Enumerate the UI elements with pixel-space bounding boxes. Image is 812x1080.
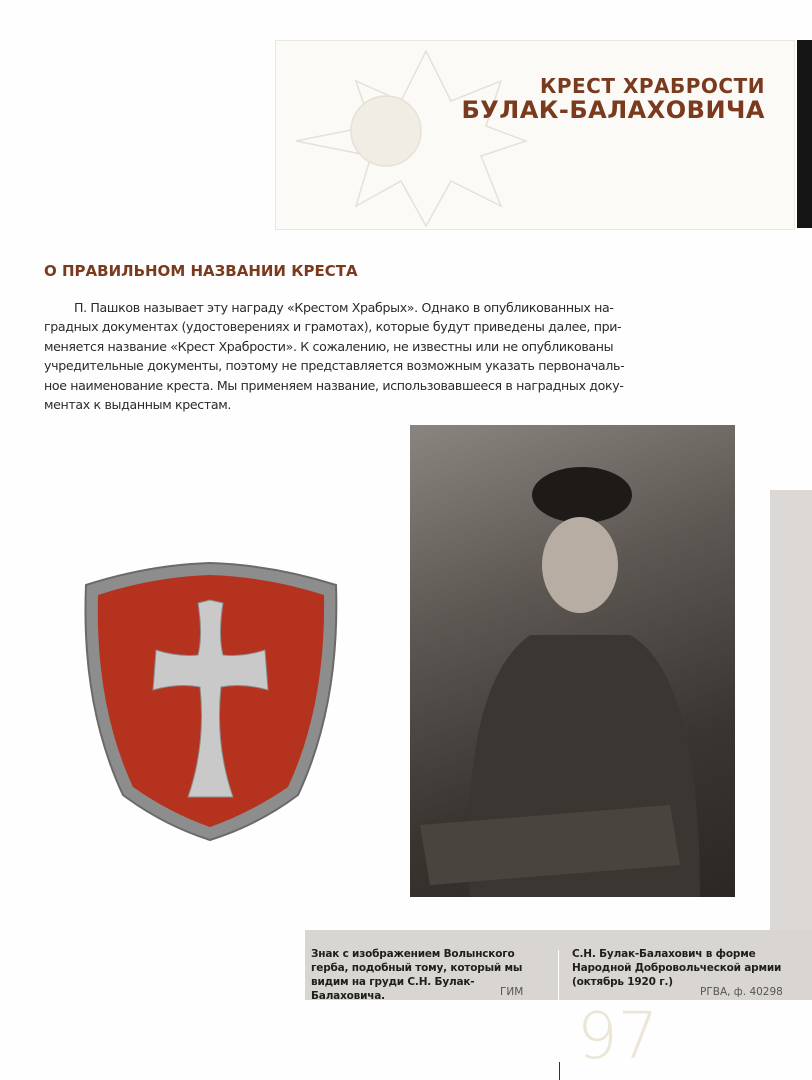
shield-badge-image — [78, 555, 343, 845]
page-title-line2: БУЛАК-БАЛАХОВИЧА — [461, 96, 765, 124]
caption-source-badge: ГИМ — [500, 986, 524, 998]
text-line: П. Пашков называет эту награду «Крестом Храбрых». Однако в опубликованных на- — [74, 300, 614, 315]
body-text — [44, 298, 644, 414]
caption-source-portrait: РГВА, ф. 40298 — [700, 986, 783, 998]
caption-portrait: С.Н. Булак-Балахович в форме Народной Добровольческой армии (октябрь 1920 г.) — [572, 948, 782, 988]
text-line: меняется название «Крест Храбрости». К сожалению, не известны или не опубликованы — [44, 338, 614, 354]
portrait-figure — [410, 425, 735, 897]
page-number: 97 — [577, 1000, 659, 1074]
text-line: ное наименование креста. Мы применяем название, использовавшееся в наградных доку- — [44, 377, 624, 393]
caption-divider — [558, 950, 559, 1000]
gray-band — [770, 490, 812, 935]
faded-cross-image — [276, 41, 796, 231]
text-line: учредительные документы, поэтому не представляется возможным указать первоначаль- — [44, 358, 625, 374]
text-line: ментах к выданным крестам. — [44, 397, 232, 413]
page-title-line1: КРЕСТ ХРАБРОСТИ — [540, 74, 765, 98]
header-panel — [275, 40, 795, 230]
text-line: градных документах (удостоверениях и грамотах), которые будут приведены далее, при- — [44, 319, 622, 335]
edge-bar — [797, 40, 812, 228]
gutter-line — [559, 1062, 560, 1080]
caption-badge: Знак с изображением Волынского герба, подобный тому, который мы видим на груди С.Н. Булак-Балаховича. — [311, 948, 523, 1002]
section-heading: О ПРАВИЛЬНОМ НАЗВАНИИ КРЕСТА — [44, 262, 358, 280]
portrait-photo — [410, 425, 735, 897]
